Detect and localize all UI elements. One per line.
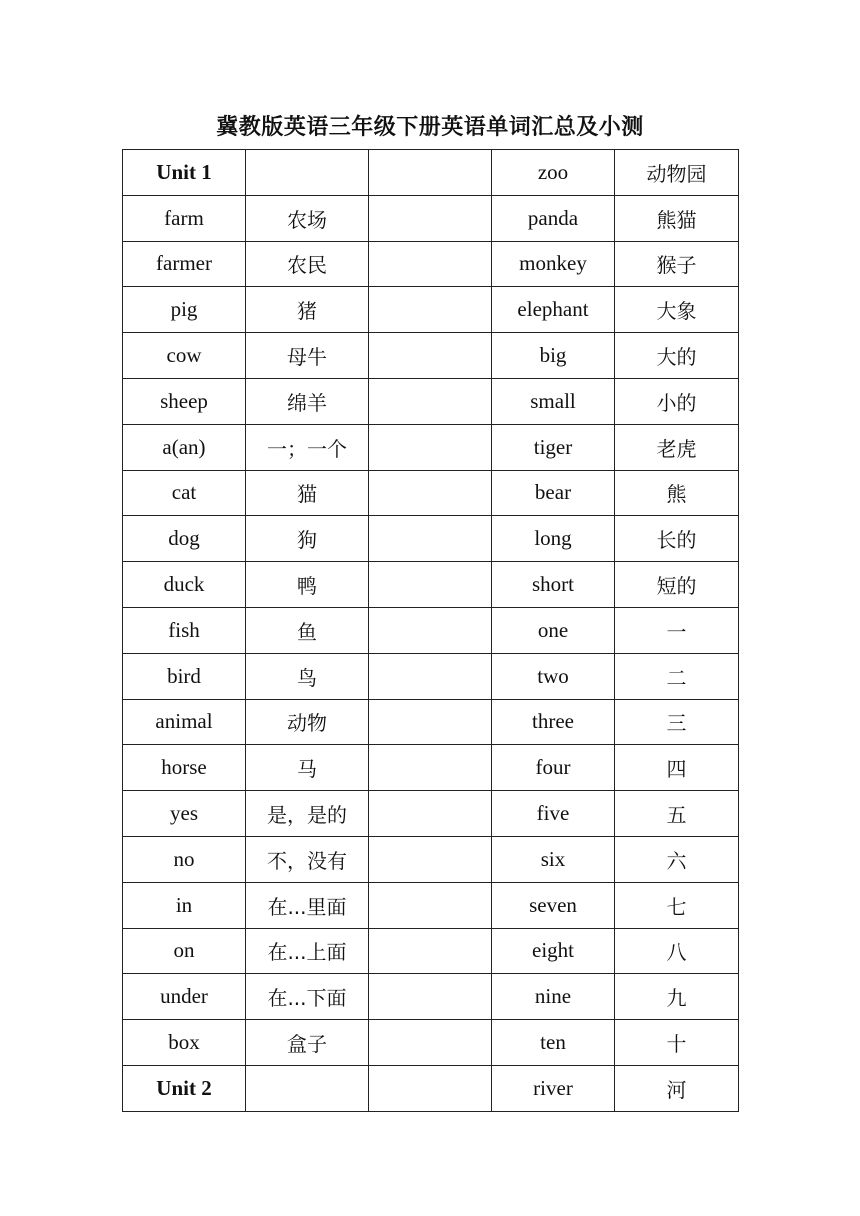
english-word-cell: under	[123, 974, 246, 1020]
table-row	[123, 333, 739, 379]
english-word-cell: long	[492, 516, 615, 562]
blank-answer-cell	[369, 928, 492, 974]
blank-answer-cell	[369, 1020, 492, 1066]
table-row	[123, 1020, 739, 1066]
blank-answer-cell	[369, 882, 492, 928]
table-row	[123, 882, 739, 928]
english-word-cell: seven	[492, 882, 615, 928]
english-word-cell: sheep	[123, 378, 246, 424]
table-row	[123, 287, 739, 333]
blank-answer-cell	[369, 378, 492, 424]
unit-heading-cell: Unit 1	[123, 150, 246, 196]
chinese-meaning-cell: 小的	[615, 378, 739, 424]
blank-answer-cell	[369, 745, 492, 791]
chinese-meaning-cell: 马	[246, 745, 369, 791]
english-word-cell: eight	[492, 928, 615, 974]
english-word-cell: a(an)	[123, 424, 246, 470]
chinese-meaning-cell: 八	[615, 928, 739, 974]
blank-answer-cell	[369, 195, 492, 241]
chinese-meaning-cell: 短的	[615, 562, 739, 608]
table-row	[123, 195, 739, 241]
english-word-cell: elephant	[492, 287, 615, 333]
table-row	[123, 607, 739, 653]
table-row	[123, 974, 739, 1020]
chinese-meaning-cell: 河	[615, 1065, 739, 1111]
english-word-cell: six	[492, 836, 615, 882]
chinese-meaning-cell: 鱼	[246, 607, 369, 653]
chinese-meaning-cell: 老虎	[615, 424, 739, 470]
english-word-cell: small	[492, 378, 615, 424]
english-word-cell: one	[492, 607, 615, 653]
table-row	[123, 653, 739, 699]
blank-answer-cell	[369, 1065, 492, 1111]
blank-answer-cell	[369, 836, 492, 882]
blank-answer-cell	[369, 150, 492, 196]
chinese-meaning-cell: 六	[615, 836, 739, 882]
english-word-cell: fish	[123, 607, 246, 653]
blank-answer-cell	[369, 699, 492, 745]
english-word-cell: zoo	[492, 150, 615, 196]
english-word-cell: panda	[492, 195, 615, 241]
table-row	[123, 516, 739, 562]
english-word-cell: duck	[123, 562, 246, 608]
english-word-cell: river	[492, 1065, 615, 1111]
chinese-meaning-cell: 鸟	[246, 653, 369, 699]
chinese-meaning-cell: 绵羊	[246, 378, 369, 424]
english-word-cell: yes	[123, 791, 246, 837]
chinese-meaning-cell: 不，没有	[246, 836, 369, 882]
english-word-cell: cow	[123, 333, 246, 379]
table-row	[123, 378, 739, 424]
table-row	[123, 562, 739, 608]
english-word-cell: two	[492, 653, 615, 699]
english-word-cell: bear	[492, 470, 615, 516]
chinese-meaning-cell: 熊猫	[615, 195, 739, 241]
table-row	[123, 470, 739, 516]
chinese-meaning-cell: 猫	[246, 470, 369, 516]
chinese-meaning-cell: 在...上面	[246, 928, 369, 974]
table-row	[123, 928, 739, 974]
blank-answer-cell	[369, 333, 492, 379]
page-title: 冀教版英语三年级下册英语单词汇总及小测	[216, 115, 644, 140]
table-row	[123, 836, 739, 882]
table-row	[123, 150, 739, 196]
chinese-meaning-cell: 大的	[615, 333, 739, 379]
chinese-meaning-cell: 一；一个	[246, 424, 369, 470]
english-word-cell: box	[123, 1020, 246, 1066]
vocabulary-table-body	[123, 150, 739, 1112]
chinese-meaning-cell: 农民	[246, 241, 369, 287]
english-word-cell: farm	[123, 195, 246, 241]
english-word-cell: three	[492, 699, 615, 745]
chinese-meaning-cell: 盒子	[246, 1020, 369, 1066]
chinese-meaning-cell	[246, 1065, 369, 1111]
english-word-cell: no	[123, 836, 246, 882]
blank-answer-cell	[369, 470, 492, 516]
blank-answer-cell	[369, 241, 492, 287]
english-word-cell: bird	[123, 653, 246, 699]
chinese-meaning-cell: 动物园	[615, 150, 739, 196]
blank-answer-cell	[369, 653, 492, 699]
chinese-meaning-cell: 四	[615, 745, 739, 791]
blank-answer-cell	[369, 974, 492, 1020]
chinese-meaning-cell: 一	[615, 607, 739, 653]
chinese-meaning-cell: 十	[615, 1020, 739, 1066]
blank-answer-cell	[369, 516, 492, 562]
english-word-cell: nine	[492, 974, 615, 1020]
english-word-cell: on	[123, 928, 246, 974]
english-word-cell: five	[492, 791, 615, 837]
table-row	[123, 791, 739, 837]
chinese-meaning-cell: 猴子	[615, 241, 739, 287]
chinese-meaning-cell: 动物	[246, 699, 369, 745]
english-word-cell: short	[492, 562, 615, 608]
english-word-cell: pig	[123, 287, 246, 333]
chinese-meaning-cell: 五	[615, 791, 739, 837]
english-word-cell: big	[492, 333, 615, 379]
chinese-meaning-cell: 长的	[615, 516, 739, 562]
table-row	[123, 1065, 739, 1111]
table-row	[123, 241, 739, 287]
table-row	[123, 424, 739, 470]
vocabulary-table	[122, 149, 739, 1112]
english-word-cell: monkey	[492, 241, 615, 287]
table-row	[123, 745, 739, 791]
chinese-meaning-cell: 鸭	[246, 562, 369, 608]
english-word-cell: four	[492, 745, 615, 791]
english-word-cell: farmer	[123, 241, 246, 287]
blank-answer-cell	[369, 424, 492, 470]
chinese-meaning-cell: 七	[615, 882, 739, 928]
chinese-meaning-cell	[246, 150, 369, 196]
english-word-cell: in	[123, 882, 246, 928]
english-word-cell: dog	[123, 516, 246, 562]
english-word-cell: horse	[123, 745, 246, 791]
chinese-meaning-cell: 在...下面	[246, 974, 369, 1020]
blank-answer-cell	[369, 607, 492, 653]
unit-heading-cell: Unit 2	[123, 1065, 246, 1111]
table-row	[123, 699, 739, 745]
chinese-meaning-cell: 大象	[615, 287, 739, 333]
chinese-meaning-cell: 熊	[615, 470, 739, 516]
chinese-meaning-cell: 九	[615, 974, 739, 1020]
english-word-cell: ten	[492, 1020, 615, 1066]
english-word-cell: tiger	[492, 424, 615, 470]
blank-answer-cell	[369, 562, 492, 608]
chinese-meaning-cell: 猪	[246, 287, 369, 333]
chinese-meaning-cell: 是，是的	[246, 791, 369, 837]
chinese-meaning-cell: 二	[615, 653, 739, 699]
blank-answer-cell	[369, 791, 492, 837]
english-word-cell: animal	[123, 699, 246, 745]
blank-answer-cell	[369, 287, 492, 333]
chinese-meaning-cell: 母牛	[246, 333, 369, 379]
chinese-meaning-cell: 狗	[246, 516, 369, 562]
chinese-meaning-cell: 在...里面	[246, 882, 369, 928]
english-word-cell: cat	[123, 470, 246, 516]
chinese-meaning-cell: 三	[615, 699, 739, 745]
chinese-meaning-cell: 农场	[246, 195, 369, 241]
